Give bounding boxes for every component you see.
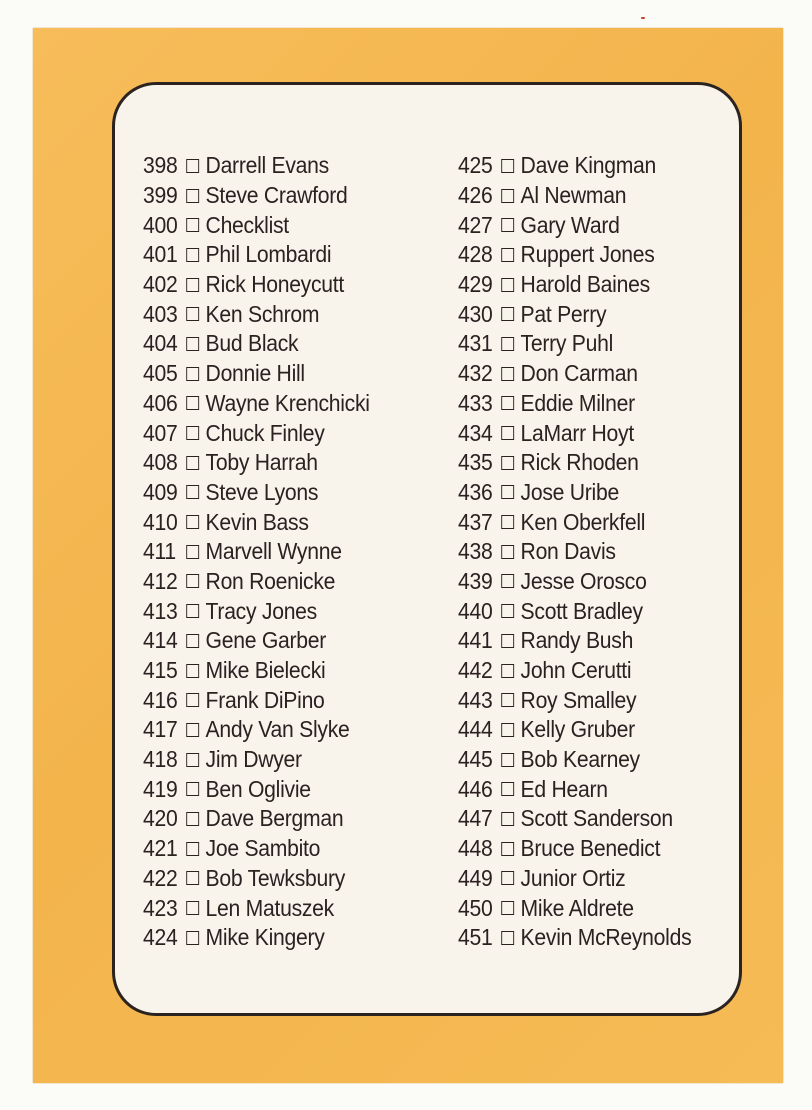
card-number: 402 — [143, 271, 178, 298]
player-name: Scott Bradley — [520, 597, 643, 624]
checklist-entry — [143, 596, 370, 626]
player-name: Don Carman — [520, 360, 638, 387]
player-name: Kevin Bass — [205, 508, 309, 535]
checklist-entry — [143, 715, 370, 745]
checklist-entry — [143, 299, 370, 329]
player-name: Jim Dwyer — [205, 746, 302, 773]
player-name: Frank DiPino — [205, 686, 325, 713]
checkbox-icon[interactable] — [186, 159, 199, 173]
player-name: Ed Hearn — [520, 775, 608, 802]
checklist-entry — [458, 329, 691, 359]
player-name: Mike Bielecki — [205, 657, 326, 684]
checkbox-icon[interactable] — [186, 664, 199, 678]
player-name: Ron Davis — [520, 538, 616, 565]
checklist-entry — [458, 507, 691, 537]
player-name: Chuck Finley — [205, 419, 325, 446]
card-number: 406 — [143, 389, 178, 416]
player-name: Andy Van Slyke — [205, 716, 350, 743]
checklist-entry — [143, 181, 370, 211]
checkbox-icon[interactable] — [186, 307, 199, 321]
card-number: 428 — [458, 241, 493, 268]
card-number: 425 — [458, 152, 493, 179]
checklist-entry — [458, 745, 691, 775]
checklist-entry — [143, 804, 370, 834]
checkbox-icon[interactable] — [186, 456, 199, 470]
card-number: 443 — [458, 686, 493, 713]
checkbox-icon[interactable] — [186, 693, 199, 707]
checklist-entry — [458, 478, 691, 508]
checkbox-icon[interactable] — [501, 159, 514, 173]
card-number: 449 — [458, 864, 493, 891]
card-number: 437 — [458, 508, 493, 535]
checkbox-icon[interactable] — [501, 426, 514, 440]
checklist-entry — [143, 507, 370, 537]
checkbox-icon[interactable] — [501, 307, 514, 321]
checkbox-icon[interactable] — [501, 574, 514, 588]
checkbox-icon[interactable] — [186, 753, 199, 767]
player-name: Darrell Evans — [205, 152, 329, 179]
checkbox-icon[interactable] — [186, 842, 199, 856]
checkbox-icon[interactable] — [501, 218, 514, 232]
checkbox-icon[interactable] — [186, 426, 199, 440]
checkbox-icon[interactable] — [501, 278, 514, 292]
card-number: 445 — [458, 746, 493, 773]
player-name: Bud Black — [205, 330, 299, 357]
checklist-entry — [143, 359, 370, 389]
player-name: Ken Oberkfell — [520, 508, 646, 535]
checkbox-icon[interactable] — [501, 842, 514, 856]
checkbox-icon[interactable] — [186, 337, 199, 351]
card-number: 408 — [143, 449, 178, 476]
player-name: Mike Kingery — [205, 924, 325, 951]
card-number: 424 — [143, 924, 178, 951]
checklist-entry — [143, 745, 370, 775]
checklist-entry — [143, 329, 370, 359]
player-name: Gene Garber — [205, 627, 327, 654]
card-number: 447 — [458, 805, 493, 832]
player-name: Jesse Orosco — [520, 567, 647, 594]
card-number: 420 — [143, 805, 178, 832]
checklist-entry — [458, 834, 691, 864]
checkbox-icon[interactable] — [186, 515, 199, 529]
checkbox-icon[interactable] — [501, 693, 514, 707]
player-name: Junior Ortiz — [520, 864, 626, 891]
checklist-card — [33, 28, 783, 1083]
card-number: 401 — [143, 241, 178, 268]
checkbox-icon[interactable] — [501, 396, 514, 410]
player-name: Bob Kearney — [520, 746, 640, 773]
checklist-entry — [458, 359, 691, 389]
checkbox-icon[interactable] — [186, 812, 199, 826]
player-name: Checklist — [205, 211, 289, 238]
card-number: 413 — [143, 597, 178, 624]
player-name: Wayne Krenchicki — [205, 389, 370, 416]
card-number: 446 — [458, 775, 493, 802]
card-number: 444 — [458, 716, 493, 743]
checkbox-icon[interactable] — [186, 574, 199, 588]
checklist-entry — [143, 834, 370, 864]
checklist-entry — [458, 299, 691, 329]
checklist-entry — [458, 418, 691, 448]
checklist-entry — [143, 656, 370, 686]
checklist-entry — [458, 626, 691, 656]
checkbox-icon[interactable] — [501, 604, 514, 618]
player-name: Rick Rhoden — [520, 449, 639, 476]
checkbox-icon[interactable] — [186, 485, 199, 499]
checkbox-icon[interactable] — [501, 931, 514, 945]
player-name: Marvell Wynne — [205, 538, 342, 565]
card-number: 414 — [143, 627, 178, 654]
checkbox-icon[interactable] — [186, 931, 199, 945]
player-name: Len Matuszek — [205, 894, 334, 921]
card-number: 451 — [458, 924, 493, 951]
checkbox-icon[interactable] — [186, 782, 199, 796]
card-number: 439 — [458, 567, 493, 594]
checkbox-icon[interactable] — [501, 901, 514, 915]
checkbox-icon[interactable] — [501, 782, 514, 796]
checklist-entry — [143, 210, 370, 240]
checkbox-icon[interactable] — [186, 218, 199, 232]
player-name: Dave Kingman — [520, 152, 657, 179]
card-number: 429 — [458, 271, 493, 298]
card-number: 430 — [458, 300, 493, 327]
checkbox-icon[interactable] — [186, 901, 199, 915]
checklist-left-column — [143, 151, 389, 953]
checkbox-icon[interactable] — [186, 367, 199, 381]
player-name: LaMarr Hoyt — [520, 419, 634, 446]
checkbox-icon[interactable] — [501, 753, 514, 767]
checklist-entry — [143, 567, 370, 597]
player-name: Terry Puhl — [520, 330, 614, 357]
player-name: Phil Lombardi — [205, 241, 332, 268]
checkbox-icon[interactable] — [186, 278, 199, 292]
checklist-entry — [143, 537, 370, 567]
checklist-entry — [143, 270, 370, 300]
player-name: Bruce Benedict — [520, 835, 661, 862]
player-name: Kelly Gruber — [520, 716, 635, 743]
checkbox-icon[interactable] — [501, 485, 514, 499]
card-number: 431 — [458, 330, 493, 357]
player-name: Donnie Hill — [205, 360, 305, 387]
card-number: 421 — [143, 835, 178, 862]
player-name: Dave Bergman — [205, 805, 344, 832]
player-name: Jose Uribe — [520, 478, 619, 505]
player-name: Ron Roenicke — [205, 567, 336, 594]
checklist-entry — [458, 923, 691, 953]
checklist-entry — [143, 448, 370, 478]
player-name: Eddie Milner — [520, 389, 635, 416]
card-number: 410 — [143, 508, 178, 535]
checklist-right-column — [458, 151, 712, 953]
checkbox-icon[interactable] — [501, 248, 514, 262]
checkbox-icon[interactable] — [501, 634, 514, 648]
player-name: Scott Sanderson — [520, 805, 673, 832]
card-number: 435 — [458, 449, 493, 476]
checklist-entry — [458, 715, 691, 745]
checklist-entry — [458, 774, 691, 804]
player-name: Ben Oglivie — [205, 775, 311, 802]
checklist-entry — [143, 774, 370, 804]
checkbox-icon[interactable] — [186, 396, 199, 410]
player-name: John Cerutti — [520, 657, 632, 684]
checklist-entry — [143, 478, 370, 508]
player-name: Bob Tewksbury — [205, 864, 346, 891]
checkbox-icon[interactable] — [501, 812, 514, 826]
card-number: 419 — [143, 775, 178, 802]
card-number: 450 — [458, 894, 493, 921]
checkbox-icon[interactable] — [186, 604, 199, 618]
card-number: 417 — [143, 716, 178, 743]
checkbox-icon[interactable] — [501, 664, 514, 678]
checkbox-icon[interactable] — [186, 871, 199, 885]
checklist-entry — [143, 240, 370, 270]
checkbox-icon[interactable] — [501, 337, 514, 351]
card-number: 400 — [143, 211, 178, 238]
checkbox-icon[interactable] — [186, 634, 199, 648]
card-number: 412 — [143, 567, 178, 594]
checklist-entry — [458, 893, 691, 923]
checklist-entry — [458, 240, 691, 270]
checkbox-icon[interactable] — [186, 248, 199, 262]
card-number: 448 — [458, 835, 493, 862]
card-number: 422 — [143, 864, 178, 891]
checkbox-icon[interactable] — [186, 723, 199, 737]
checkbox-icon[interactable] — [501, 545, 514, 559]
checkbox-icon[interactable] — [186, 545, 199, 559]
card-number: 432 — [458, 360, 493, 387]
card-number: 434 — [458, 419, 493, 446]
checklist-entry — [143, 389, 370, 419]
player-name: Steve Lyons — [205, 478, 319, 505]
player-name: Al Newman — [520, 182, 627, 209]
player-name: Randy Bush — [520, 627, 634, 654]
checklist-entry — [143, 151, 370, 181]
player-name: Harold Baines — [520, 271, 650, 298]
checklist-entry — [458, 448, 691, 478]
card-number: 423 — [143, 894, 178, 921]
checklist-entry — [143, 893, 370, 923]
checklist-entry — [458, 864, 691, 894]
card-number: 404 — [143, 330, 178, 357]
player-name: Tracy Jones — [205, 597, 317, 624]
player-name: Joe Sambito — [205, 835, 321, 862]
checklist-entry — [143, 418, 370, 448]
card-number: 411 — [143, 538, 176, 565]
card-number: 416 — [143, 686, 178, 713]
player-name: Roy Smalley — [520, 686, 637, 713]
checklist-entry — [458, 804, 691, 834]
card-number: 427 — [458, 211, 493, 238]
card-number: 426 — [458, 182, 493, 209]
player-name: Ruppert Jones — [520, 241, 655, 268]
card-number: 440 — [458, 597, 493, 624]
checklist-entry — [143, 685, 370, 715]
checklist-entry — [143, 864, 370, 894]
player-name: Mike Aldrete — [520, 894, 634, 921]
player-name: Gary Ward — [520, 211, 620, 238]
card-number: 405 — [143, 360, 178, 387]
player-name: Rick Honeycutt — [205, 271, 344, 298]
player-name: Steve Crawford — [205, 182, 348, 209]
card-number: 438 — [458, 538, 493, 565]
checkbox-icon[interactable] — [501, 723, 514, 737]
checklist-entry — [458, 537, 691, 567]
checkbox-icon[interactable] — [186, 189, 199, 203]
checklist-entry — [458, 596, 691, 626]
print-speck — [641, 17, 645, 19]
player-name: Ken Schrom — [205, 300, 320, 327]
card-number: 399 — [143, 182, 178, 209]
player-name: Kevin McReynolds — [520, 924, 692, 951]
checklist-entry — [143, 923, 370, 953]
checklist-entry — [458, 567, 691, 597]
checklist-entry — [458, 270, 691, 300]
player-name: Pat Perry — [520, 300, 607, 327]
card-number: 441 — [458, 627, 493, 654]
checkbox-icon[interactable] — [501, 515, 514, 529]
checklist-entry — [458, 151, 691, 181]
card-number: 415 — [143, 657, 178, 684]
checklist-entry — [458, 656, 691, 686]
card-number: 418 — [143, 746, 178, 773]
checklist-entry — [143, 626, 370, 656]
checklist-panel — [112, 82, 742, 1016]
checkbox-icon[interactable] — [501, 871, 514, 885]
checklist-entry — [458, 181, 691, 211]
card-number: 442 — [458, 657, 493, 684]
checkbox-icon[interactable] — [501, 189, 514, 203]
checkbox-icon[interactable] — [501, 367, 514, 381]
card-number: 403 — [143, 300, 178, 327]
player-name: Toby Harrah — [205, 449, 318, 476]
checklist-entry — [458, 210, 691, 240]
card-number: 407 — [143, 419, 178, 446]
checklist-entry — [458, 685, 691, 715]
card-number: 436 — [458, 478, 493, 505]
card-number: 398 — [143, 152, 178, 179]
checklist-entry — [458, 389, 691, 419]
card-number: 409 — [143, 478, 178, 505]
checkbox-icon[interactable] — [501, 456, 514, 470]
card-number: 433 — [458, 389, 493, 416]
